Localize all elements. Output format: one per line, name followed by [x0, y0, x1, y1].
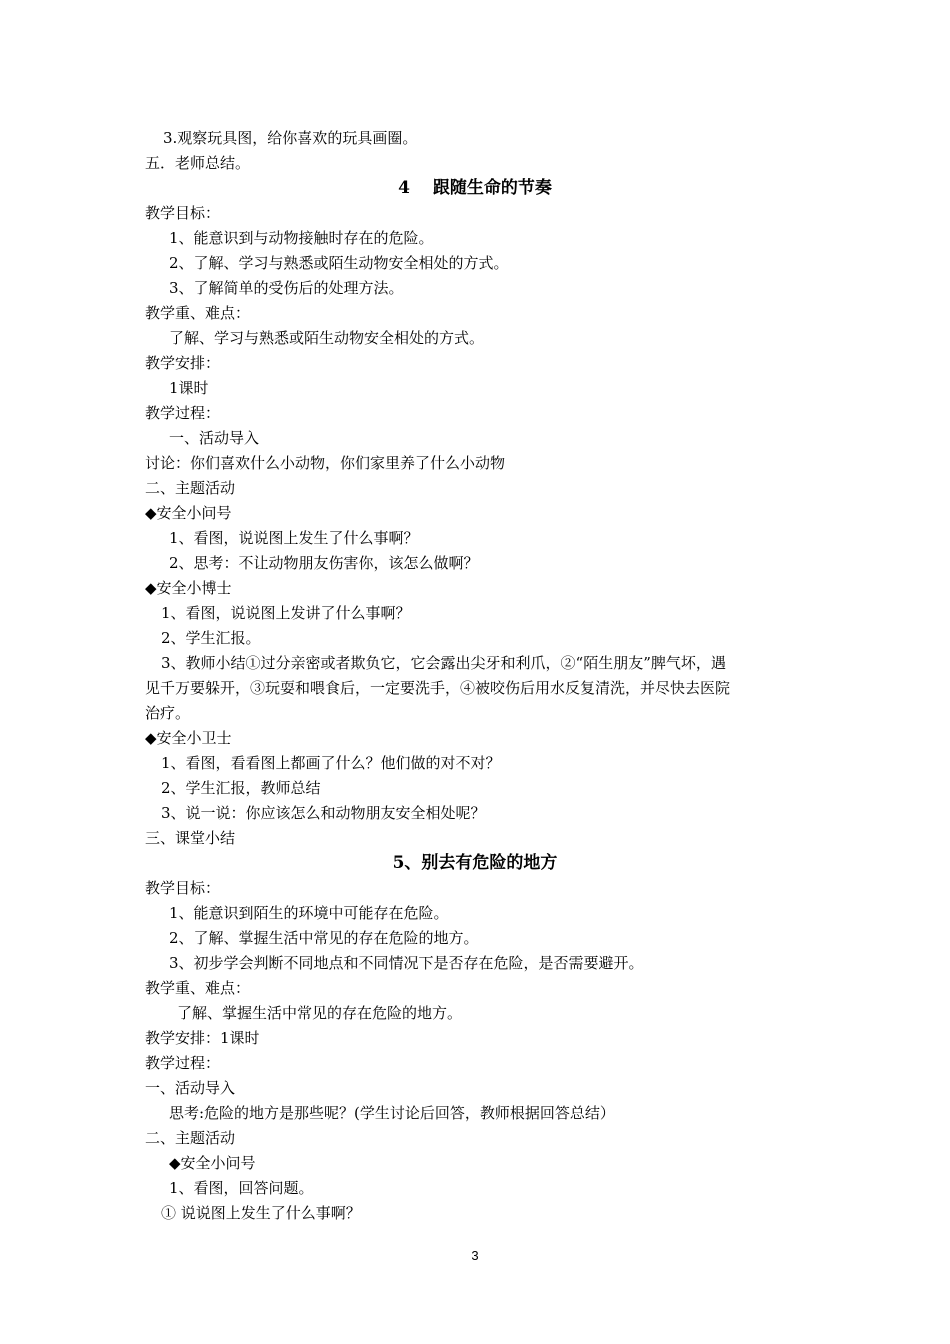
- list-item: 1、看图，看看图上都画了什么？他们做的对不对？: [161, 754, 501, 772]
- text-line: 一、活动导入: [145, 1079, 236, 1097]
- text-line: 五．老师总结。: [145, 154, 251, 172]
- section-label: 教学安排：: [145, 354, 221, 372]
- list-item: 见千万要躲开，③玩耍和喂食后，一定要洗手，④被咬伤后用水反复清洗，并尽快去医院: [145, 679, 731, 697]
- subsection-heading: ◆安全小卫士: [145, 729, 232, 747]
- text-line: 1课时: [169, 379, 209, 397]
- text-line: 三、课堂小结: [145, 829, 236, 847]
- goal-item: 1、能意识到与动物接触时存在的危险。: [169, 229, 434, 247]
- list-item: 1、看图，说说图上发生了什么事啊？: [169, 529, 419, 547]
- list-item: 3、说一说：你应该怎么和动物朋友安全相处呢？: [161, 804, 486, 822]
- list-item: ① 说说图上发生了什么事啊？: [161, 1204, 361, 1222]
- subsection-heading: ◆安全小问号: [145, 504, 232, 522]
- text-line: 3.观察玩具图，给你喜欢的玩具画圈。: [163, 129, 418, 147]
- list-item: 2、学生汇报。: [161, 629, 261, 647]
- text-line: 思考:危险的地方是那些呢？(学生讨论后回答，教师根据回答总结）: [169, 1104, 615, 1122]
- page-number: 3: [471, 1248, 479, 1263]
- text-line: 二、主题活动: [145, 479, 236, 497]
- goal-item: 3、初步学会判断不同地点和不同情况下是否存在危险，是否需要避开。: [169, 954, 644, 972]
- section-label: 教学目标：: [145, 204, 221, 222]
- goal-item: 2、了解、掌握生活中常见的存在危险的地方。: [169, 929, 479, 947]
- text-line: 一、活动导入: [169, 429, 260, 447]
- goal-item: 2、了解、学习与熟悉或陌生动物安全相处的方式。: [169, 254, 509, 272]
- text-line: 教学安排：1课时: [145, 1029, 260, 1047]
- list-item: 2、思考：不让动物朋友伤害你，该怎么做啊？: [169, 554, 479, 572]
- list-item: 1、看图，回答问题。: [169, 1179, 314, 1197]
- lesson-4-title: 4 跟随生命的节奏: [398, 178, 552, 198]
- text-line: 讨论：你们喜欢什么小动物，你们家里养了什么小动物: [145, 454, 506, 472]
- list-item: 1、看图，说说图上发讲了什么事啊？: [161, 604, 411, 622]
- section-label: 教学重、难点：: [145, 979, 251, 997]
- section-label: 教学目标：: [145, 879, 221, 897]
- goal-item: 1、能意识到陌生的环境中可能存在危险。: [169, 904, 449, 922]
- list-item: 3、教师小结①过分亲密或者欺负它，它会露出尖牙和利爪，②“陌生朋友”脾气坏，遇: [161, 654, 726, 672]
- goal-item: 3、了解简单的受伤后的处理方法。: [169, 279, 404, 297]
- text-line: 二、主题活动: [145, 1129, 236, 1147]
- text-line: 了解、学习与熟悉或陌生动物安全相处的方式。: [169, 329, 485, 347]
- subsection-heading: ◆安全小博士: [145, 579, 232, 597]
- section-label: 教学过程：: [145, 1054, 221, 1072]
- list-item: 治疗。: [145, 704, 191, 722]
- subsection-heading: ◆安全小问号: [169, 1154, 256, 1172]
- list-item: 2、学生汇报，教师总结: [161, 779, 321, 797]
- lesson-5-title: 5、别去有危险的地方: [392, 853, 558, 873]
- section-label: 教学过程：: [145, 404, 221, 422]
- section-label: 教学重、难点：: [145, 304, 251, 322]
- text-line: 了解、掌握生活中常见的存在危险的地方。: [177, 1004, 463, 1022]
